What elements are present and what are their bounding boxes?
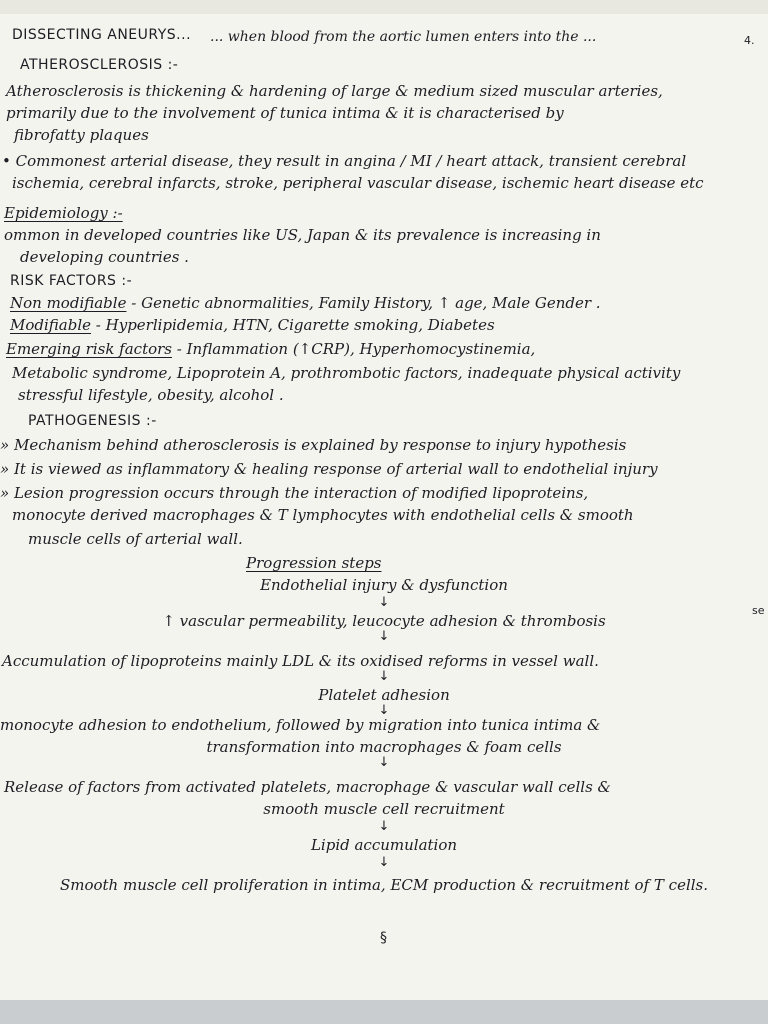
progression-step-2: ↑ vascular permeability, leucocyte adhesion & thrombosis — [162, 612, 606, 630]
arrow-bullet: » — [0, 484, 10, 502]
emerging-line-2: Metabolic syndrome, Lipoprotein A, prothrombotic factors, inadequate physical activity — [12, 364, 681, 382]
modifiable-label: Modifiable — [10, 316, 92, 334]
bullet: • — [2, 152, 11, 170]
pathogenesis-heading: PATHOGENESIS :- — [28, 413, 157, 429]
margin-mark-right: se — [752, 604, 765, 617]
down-arrow-icon: ↓ — [378, 669, 390, 684]
down-arrow-icon: ↓ — [378, 855, 390, 870]
margin-mark-bottom: § — [380, 930, 387, 946]
down-arrow-icon: ↓ — [378, 703, 390, 718]
down-arrow-icon: ↓ — [378, 595, 390, 610]
down-arrow-icon: ↓ — [378, 629, 390, 644]
commonest-text-1: Commonest arterial disease, they result in angina / MI / heart attack, transient cerebral — [15, 152, 687, 170]
progression-heading: Progression steps — [246, 554, 382, 572]
pathogenesis-point-1 — [0, 436, 626, 454]
progression-step-5: monocyte adhesion to endothelium, followed by migration into tunica intima & — [0, 716, 601, 734]
pathogenesis-point-3 — [0, 484, 588, 502]
progression-step-4: Platelet adhesion — [318, 686, 450, 704]
top-heading: DISSECTING ANEURYS... — [12, 27, 192, 43]
epidemiology-line-2: developing countries . — [20, 248, 189, 266]
progression-step-7: Lipid accumulation — [310, 836, 458, 854]
top-text: ... when blood from the aortic lumen enters into the ... — [210, 29, 597, 45]
risk-factors-heading: RISK FACTORS :- — [10, 273, 133, 289]
emerging-line — [6, 340, 535, 358]
margin-mark-top: 4. — [744, 34, 755, 47]
page-top-edge — [0, 0, 768, 14]
arrow-bullet: » — [0, 436, 10, 454]
commonest-line-2: ischemia, cerebral infarcts, stroke, peripheral vascular disease, ischemic heart disease etc — [12, 174, 704, 192]
pathogenesis-point-2 — [0, 460, 658, 478]
definition-line-3: fibrofatty plaques — [14, 126, 149, 144]
progression-step-8: Smooth muscle cell proliferation in intima, ECM production & recruitment of T cells. — [59, 876, 709, 894]
emerging-text: - Inflammation (↑CRP), Hyperhomocystinemia, — [176, 340, 536, 358]
pathogenesis-text-1: Mechanism behind atherosclerosis is explained by response to injury hypothesis — [13, 436, 627, 454]
down-arrow-icon: ↓ — [378, 755, 390, 770]
progression-step-1: Endothelial injury & dysfunction — [260, 576, 508, 594]
progression-step-6: Release of factors from activated platelets, macrophage & vascular wall cells & — [4, 778, 611, 796]
page-title: ATHEROSCLEROSIS :- — [20, 57, 179, 73]
commonest-line-1 — [2, 152, 686, 170]
pathogenesis-line-4: monocyte derived macrophages & T lymphocytes with endothelial cells & smooth — [12, 506, 634, 524]
emerging-label: Emerging risk factors — [6, 340, 172, 358]
non-modifiable-text: - Genetic abnormalities, Family History, ↑ age, Male Gender . — [131, 294, 601, 312]
epidemiology-heading: Epidemiology :- — [4, 204, 123, 222]
modifiable-text: - Hyperlipidemia, HTN, Cigarette smoking, Diabetes — [95, 316, 495, 334]
epidemiology-line-1: ommon in developed countries like US, Japan & its prevalence is increasing in — [4, 226, 601, 244]
progression-step-5b: transformation into macrophages & foam cells — [206, 738, 562, 756]
progression-step-3: Accumulation of lipoproteins mainly LDL & its oxidised reforms in vessel wall. — [2, 652, 599, 670]
definition-line-2: primarily due to the involvement of tunica intima & it is characterised by — [6, 104, 564, 122]
arrow-bullet: » — [0, 460, 10, 478]
pathogenesis-text-2: It is viewed as inflammatory & healing response of arterial wall to endothelial injury — [13, 460, 658, 478]
modifiable-line — [10, 316, 495, 334]
non-modifiable-line — [10, 294, 601, 312]
pathogenesis-text-3: Lesion progression occurs through the interaction of modified lipoproteins, — [13, 484, 589, 502]
page-background-bottom — [0, 1000, 768, 1024]
emerging-line-3: stressful lifestyle, obesity, alcohol . — [18, 386, 284, 404]
down-arrow-icon: ↓ — [378, 819, 390, 834]
non-modifiable-label: Non modifiable — [10, 294, 127, 312]
definition-line-1: Atherosclerosis is thickening & hardening of large & medium sized muscular arteries, — [6, 82, 663, 100]
progression-step-6b: smooth muscle cell recruitment — [263, 800, 505, 818]
pathogenesis-line-5: muscle cells of arterial wall. — [28, 530, 243, 548]
